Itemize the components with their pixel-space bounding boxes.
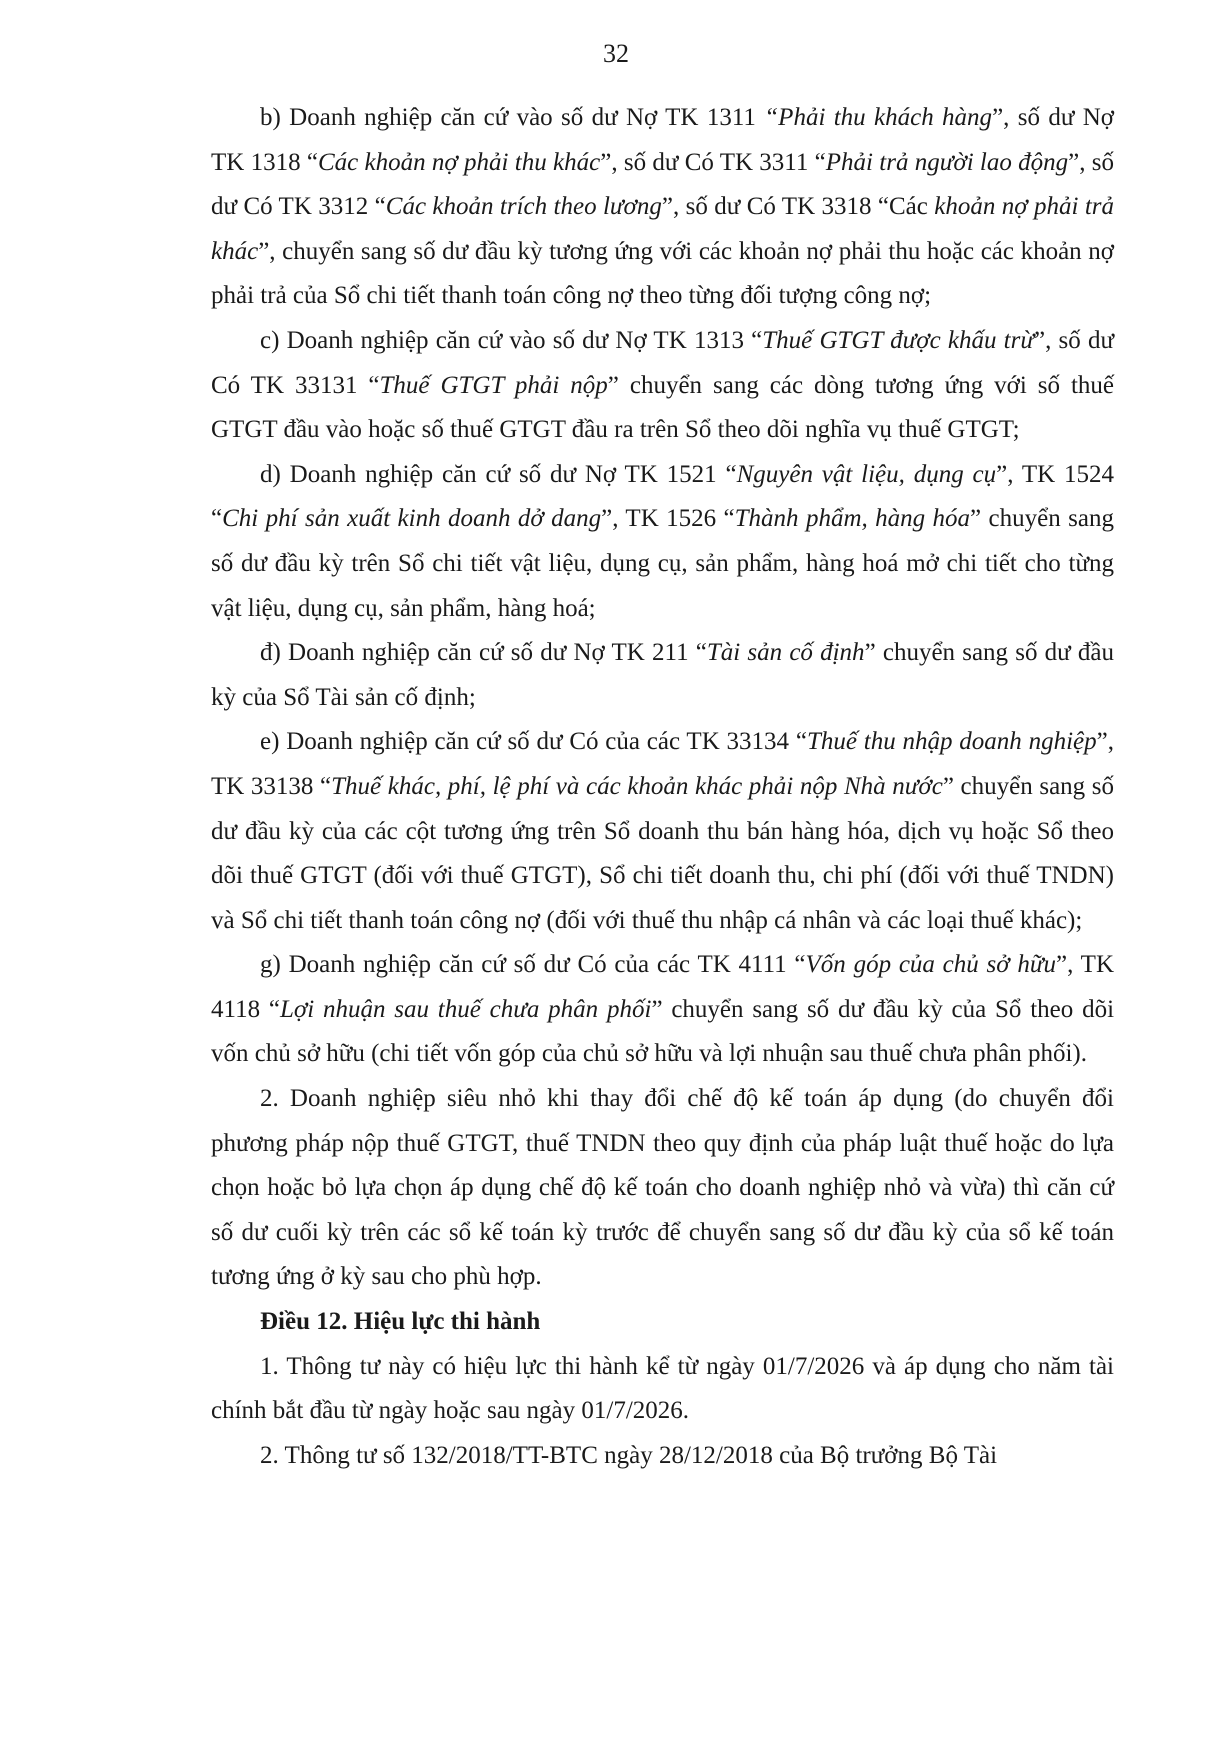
text-run: ” chuyển sang các dòng tương ứng với số thuế GTGT đầu vào hoặc số thuế GTGT đầu ra trên Sổ theo dõi nghĩa vụ thuế GTGT; xyxy=(211,371,1114,444)
document-body xyxy=(211,96,1114,1478)
text-run: ”, số dư Có TK 3318 “Các xyxy=(661,193,935,221)
text-run: ”, chuyển sang số dư đầu kỳ tương ứng với các khoản nợ phải thu hoặc các khoản nợ phải trả của Sổ chi tiết thanh toán công nợ theo từng đối tượng công nợ; xyxy=(211,237,1114,310)
text-run: ”, số dư Có TK 3311 “ xyxy=(600,148,826,176)
paragraph-dd xyxy=(211,631,1114,720)
text-run: d) Doanh nghiệp căn cứ số dư Nợ TK 1521 “ xyxy=(260,460,737,488)
paragraph-g xyxy=(211,943,1114,1077)
italic-term: Nguyên vật liệu, dụng cụ xyxy=(736,460,997,488)
italic-term: Thuế khác, phí, lệ phí và các khoản khác phải nộp Nhà nước xyxy=(331,772,943,800)
italic-term: khoản nợ phải trả khác xyxy=(211,193,1114,265)
text-run: c) Doanh nghiệp căn cứ vào số dư Nợ TK 1313 “ xyxy=(260,326,763,354)
text-run: ” chuyển sang số dư đầu kỳ của các cột tương ứng trên Sổ doanh thu bán hàng hóa, dịch vụ hoặc Sổ theo dõi thuế GTGT (đối với thuế GTGT), Sổ chi tiết doanh thu, chi phí (đối với thuế TNDN) và Sổ chi tiết thanh toán công nợ (đối với thuế thu nhập cá nhân và các loại thuế khác); xyxy=(211,772,1115,934)
text-run: 2. Doanh nghiệp siêu nhỏ khi thay đổi chế độ kế toán áp dụng (do chuyển đổi phương pháp nộp thuế GTGT, thuế TNDN theo quy định của pháp luật thuế hoặc do lựa chọn hoặc bỏ lựa chọn áp dụng chế độ kế toán cho doanh nghiệp nhỏ và vừa) thì căn cứ số dư cuối kỳ trên các sổ kế toán kỳ trước để chuyển sang số dư đầu kỳ của sổ kế toán tương ứng ở kỳ sau cho phù hợp. xyxy=(211,1085,1114,1291)
text-run: ” chuyển sang số dư đầu kỳ trên Sổ chi tiết vật liệu, dụng cụ, sản phẩm, hàng hoá mở chi tiết cho từng vật liệu, dụng cụ, sản phẩm, hàng hoá; xyxy=(211,505,1114,622)
italic-term: “Phải thu khách hàng xyxy=(764,104,993,131)
paragraph-b xyxy=(211,96,1114,319)
paragraph-e xyxy=(211,720,1114,943)
paragraph-2 xyxy=(211,1077,1114,1300)
paragraph-c xyxy=(211,319,1114,453)
italic-term: Các khoản trích theo lương xyxy=(385,193,662,221)
text-run: ”, TK 1524 “ xyxy=(211,460,1114,533)
page-number: 32 xyxy=(603,39,629,68)
italic-term: Thành phẩm, hàng hóa xyxy=(734,505,971,533)
text-run: g) Doanh nghiệp căn cứ số dư Có của các TK 4111 “ xyxy=(260,951,806,979)
text-run: ”, số dư Có TK 33131 “ xyxy=(211,326,1115,399)
text-run: ”, TK 33138 “ xyxy=(211,728,1114,800)
italic-term: Chi phí sản xuất kinh doanh dở dang xyxy=(222,505,602,533)
italic-term: Phải trả người lao động xyxy=(825,148,1069,176)
text-run: e) Doanh nghiệp căn cứ số dư Có của các TK 33134 “ xyxy=(260,728,807,756)
article-12-paragraph-1: 1. Thông tư này có hiệu lực thi hành kể từ ngày 01/7/2026 và áp dụng cho năm tài chính bắt đầu từ ngày hoặc sau ngày 01/7/2026. xyxy=(211,1352,1114,1425)
italic-term: Các khoản nợ phải thu khác xyxy=(318,148,601,176)
article-12-paragraph-2: 2. Thông tư số 132/2018/TT-BTC ngày 28/12/2018 của Bộ trưởng Bộ Tài xyxy=(260,1441,998,1469)
text-run: ”, TK 4118 “ xyxy=(211,951,1114,1023)
text-run: ” chuyển sang số dư đầu kỳ của Sổ theo dõi vốn chủ sở hữu (chi tiết vốn góp của chủ sở hữu và lợi nhuận sau thuế chưa phân phối). xyxy=(211,995,1115,1068)
text-run: ”, TK 1526 “ xyxy=(601,505,735,533)
article-12-heading: Điều 12. Hiệu lực thi hành xyxy=(260,1308,541,1336)
text-run: đ) Doanh nghiệp căn cứ số dư Nợ TK 211 “ xyxy=(260,639,707,667)
text-run: ”, số dư Có TK 3312 “ xyxy=(211,148,1115,221)
text-run: ” chuyển sang số dư đầu kỳ của Sổ Tài sản cố định; xyxy=(211,639,1115,711)
italic-term: Thuế thu nhập doanh nghiệp xyxy=(806,728,1097,756)
italic-term: Tài sản cố định xyxy=(706,639,865,667)
text-run: b) Doanh nghiệp căn cứ vào số dư Nợ TK 1311 xyxy=(260,104,765,131)
italic-term: Vốn góp của chủ sở hữu xyxy=(805,951,1057,979)
text-run: ”, số dư Nợ TK 1318 “ xyxy=(211,104,1114,176)
paragraph-d xyxy=(211,453,1114,631)
italic-term: Lợi nhuận sau thuế chưa phân phối xyxy=(279,995,652,1023)
italic-term: Thuế GTGT được khấu trừ xyxy=(762,326,1034,354)
italic-term: Thuế GTGT phải nộp xyxy=(379,371,608,399)
